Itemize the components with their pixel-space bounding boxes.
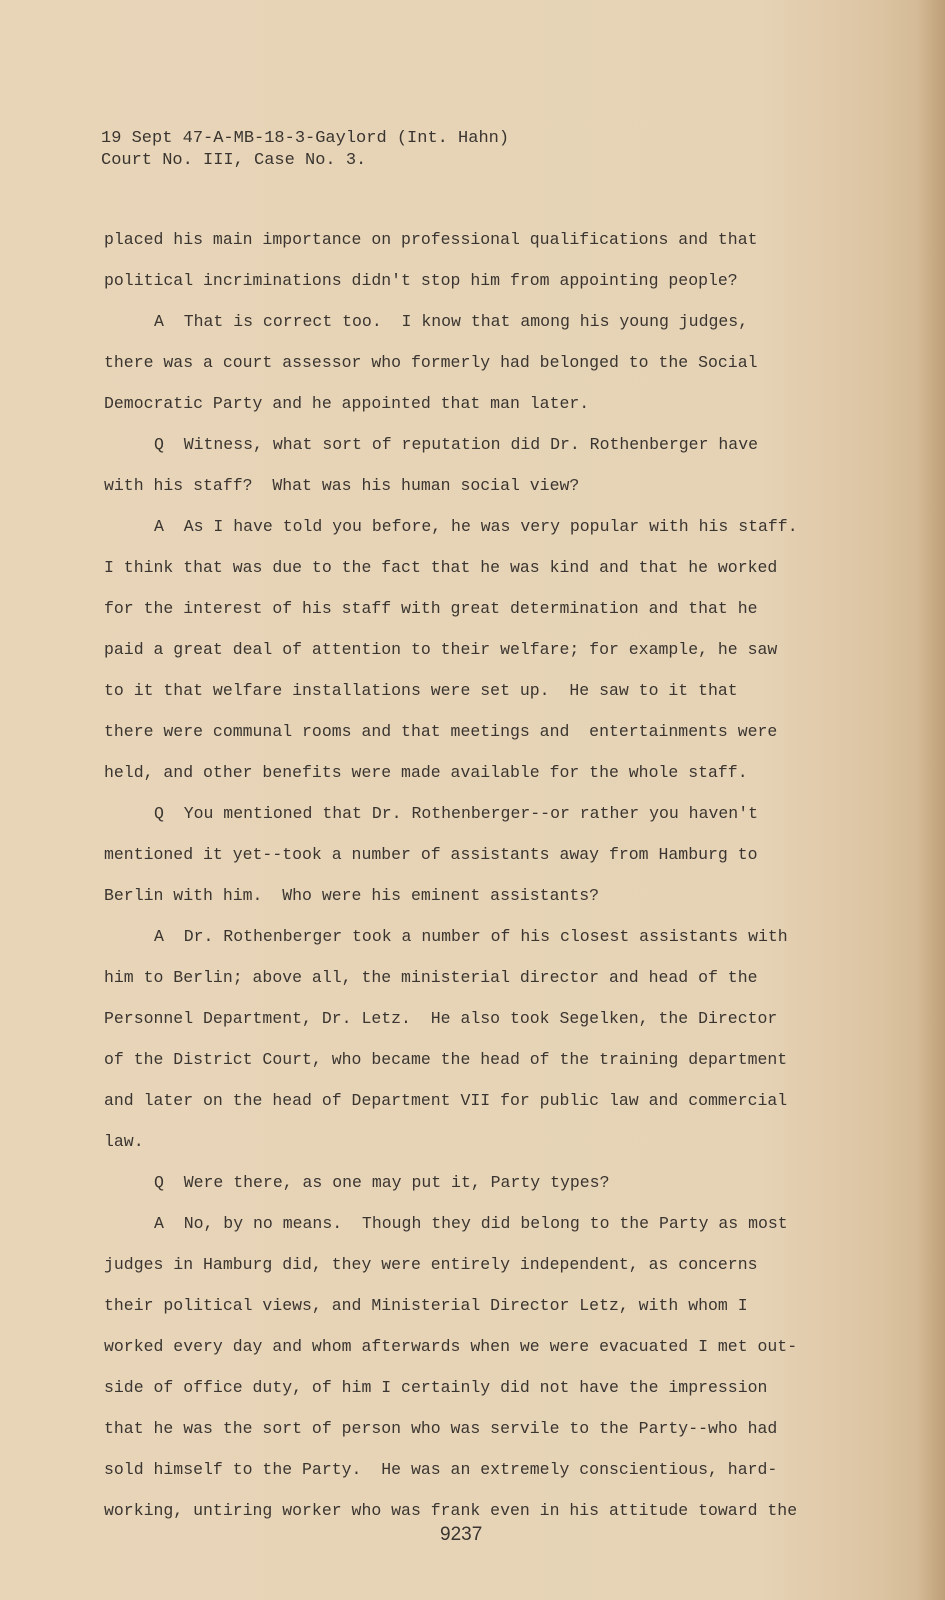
text-line: sold himself to the Party. He was an extremely conscientious, hard- (104, 1460, 778, 1479)
paper-edge-shadow (917, 0, 945, 1600)
text-line: paid a great deal of attention to their welfare; for example, he saw (104, 640, 778, 659)
transcript-body (104, 226, 824, 1538)
text-line: their political views, and Ministerial Director Letz, with whom I (104, 1296, 748, 1315)
answer-line: A As I have told you before, he was very popular with his staff. (154, 517, 798, 536)
text-line: Personnel Department, Dr. Letz. He also took Segelken, the Director (104, 1009, 778, 1028)
text-line: Democratic Party and he appointed that man later. (104, 394, 590, 413)
document-header (101, 128, 509, 172)
text-line: held, and other benefits were made available for the whole staff. (104, 763, 748, 782)
text-line: side of office duty, of him I certainly did not have the impression (104, 1378, 768, 1397)
text-line: I think that was due to the fact that he was kind and that he worked (104, 558, 778, 577)
question-line: Q Were there, as one may put it, Party types? (154, 1173, 610, 1192)
text-line: to it that welfare installations were set up. He saw to it that (104, 681, 738, 700)
header-line-1: 19 Sept 47-A-MB-18-3-Gaylord (Int. Hahn) (101, 129, 510, 148)
question-line: Q You mentioned that Dr. Rothenberger--or rather you haven't (154, 804, 758, 823)
text-line: for the interest of his staff with great determination and that he (104, 599, 758, 618)
text-line: there were communal rooms and that meetings and entertainments were (104, 722, 778, 741)
question-line: Q Witness, what sort of reputation did Dr. Rothenberger have (154, 435, 758, 454)
text-line: with his staff? What was his human social view? (104, 476, 580, 495)
text-line: law. (104, 1132, 144, 1151)
text-line: working, untiring worker who was frank even in his attitude toward the (104, 1501, 798, 1520)
text-line: him to Berlin; above all, the ministerial director and head of the (104, 968, 758, 987)
text-line: there was a court assessor who formerly had belonged to the Social (104, 353, 758, 372)
header-line-2: Court No. III, Case No. 3. (101, 151, 367, 170)
text-line: worked every day and whom afterwards when we were evacuated I met out- (104, 1337, 798, 1356)
answer-line: A No, by no means. Though they did belong to the Party as most (154, 1214, 788, 1233)
text-line: placed his main importance on professional qualifications and that (104, 230, 758, 249)
answer-line: A Dr. Rothenberger took a number of his closest assistants with (154, 927, 788, 946)
text-line: Berlin with him. Who were his eminent assistants? (104, 886, 600, 905)
text-line: political incriminations didn't stop him from appointing people? (104, 271, 738, 290)
text-line: of the District Court, who became the head of the training department (104, 1050, 788, 1069)
text-line: mentioned it yet--took a number of assistants away from Hamburg to (104, 845, 758, 864)
answer-line: A That is correct too. I know that among his young judges, (154, 312, 749, 331)
text-line: judges in Hamburg did, they were entirely independent, as concerns (104, 1255, 758, 1274)
text-line: that he was the sort of person who was servile to the Party--who had (104, 1419, 778, 1438)
text-line: and later on the head of Department VII for public law and commercial (104, 1091, 788, 1110)
page-number: 9237 (440, 1524, 483, 1545)
